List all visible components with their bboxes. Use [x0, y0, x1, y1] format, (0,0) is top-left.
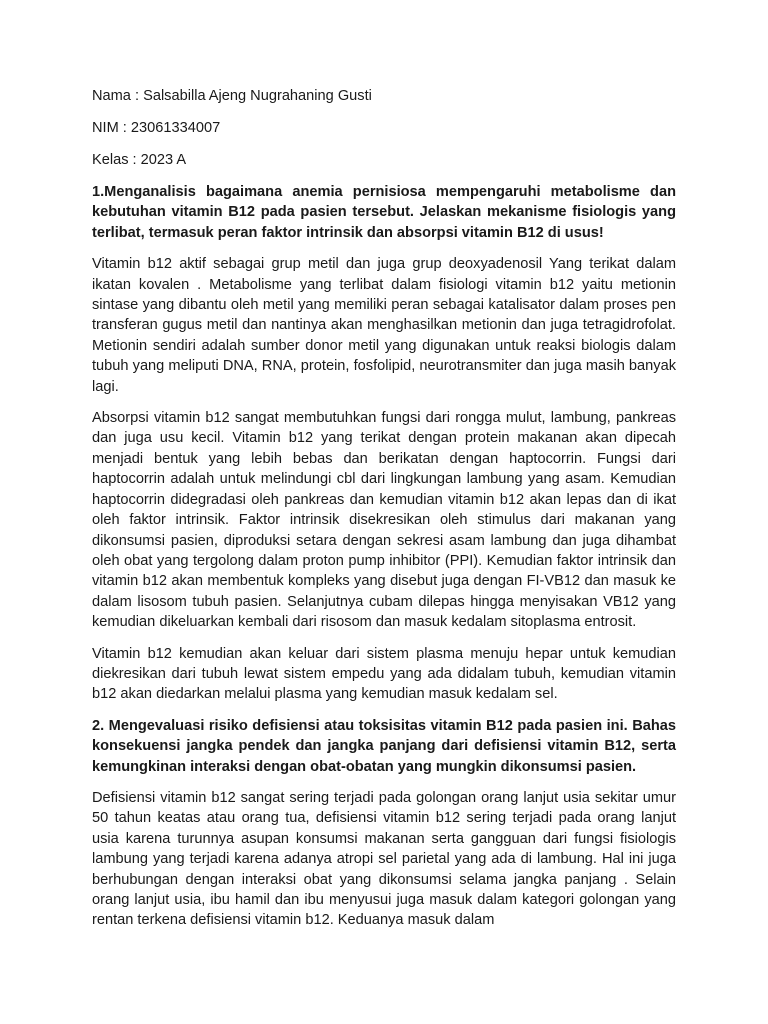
student-name: Nama : Salsabilla Ajeng Nugrahaning Gusti	[92, 88, 372, 104]
answer-1-paragraph-3: Vitamin b12 kemudian akan keluar dari sistem plasma menuju hepar untuk kemudian diekresikan dari tubuh lewat sistem empedu yang ada didalam tubuh, kemudian vitamin b12 akan diedarkan melalui plasma yang kemudian masuk kedalam sel.	[92, 645, 676, 703]
student-nim: NIM : 23061334007	[92, 120, 221, 136]
answer-1-paragraph-2: Absorpsi vitamin b12 sangat membutuhkan fungsi dari rongga mulut, lambung, pankreas dan juga usu kecil. Vitamin b12 yang terikat dengan protein makanan akan dipecah menjadi bentuk yang lebih bebas dan berikatan dengan haptocorrin. Fungsi dari haptocorrin adalah untuk melindungi cbl dari lingkungan lambung yang asam. Kemudian haptocorrin didegradasi oleh pankreas dan kemudian vitamin b12 akan lepas dan di ikat oleh faktor intrinsik. Faktor intrinsik disekresikan oleh stimulus dari makanan yang dikonsumsi pasien, diproduksi setara dengan sekresi asam lambung dan juga dihambat oleh obat yang tergolong dalam proton pump inhibitor (PPI). Kemudian faktor intrinsik dan vitamin b12 akan membentuk kompleks yang disebut juga dengan FI-VB12 dan masuk ke dalam lisosom tubuh pasien. Selanjutnya cubam dilepas hingga menyisakan VB12 yang kemudian dikeluarkan kembali dari risosom dan masuk kedalam sitoplasma entrosit.	[92, 410, 676, 631]
answer-2-paragraph-1: Defisiensi vitamin b12 sangat sering terjadi pada golongan orang lanjut usia sekitar umur 50 tahun keatas atau orang tua, defisiensi vitamin b12 sering terjadi pada orang lanjut usia karena turunnya asupan konsumsi makanan serta gangguan dari fungsi fisiologis lambung yang terjadi karena adanya atropi sel parietal yang ada di lambung. Hal ini juga berhubungan dengan interaksi obat yang dikonsumsi selama jangka panjang . Selain orang lanjut usia, ibu hamil dan ibu menyusui juga masuk dalam kategori golongan yang rentan terkena defisiensi vitamin b12. Keduanya masuk dalam	[92, 789, 676, 929]
document-page	[92, 86, 676, 942]
question-2: 2. Mengevaluasi risiko defisiensi atau toksisitas vitamin B12 pada pasien ini. Bahas konsekuensi jangka pendek dan jangka panjang dari defisiensi vitamin B12, serta kemungkinan interaksi dengan obat-obatan yang mungkin dikonsumsi pasien.	[92, 717, 676, 775]
student-class: Kelas : 2023 A	[92, 152, 187, 168]
answer-1-paragraph-1: Vitamin b12 aktif sebagai grup metil dan juga grup deoxyadenosil Yang terikat dalam ikatan kovalen . Metabolisme yang terlibat dalam fisiologi vitamin b12 yaitu metionin sintase yang dibantu oleh metil yang memiliki peran sebagai katalisator dalam proses pen transferan gugus metil dan nantinya akan menghasilkan metionin dan juga tetragidrofolat. Metionin sendiri adalah sumber donor metil yang digunakan untuk reaksi biologis dalam tubuh yang meliputi DNA, RNA, protein, fosfolipid, neurotransmiter dan juga masih banyak lagi.	[92, 256, 676, 395]
question-1: 1.Menganalisis bagaimana anemia pernisiosa mempengaruhi metabolisme dan kebutuhan vitamin B12 pada pasien tersebut. Jelaskan mekanisme fisiologis yang terlibat, termasuk peran faktor intrinsik dan absorpsi vitamin B12 di usus!	[92, 184, 676, 241]
